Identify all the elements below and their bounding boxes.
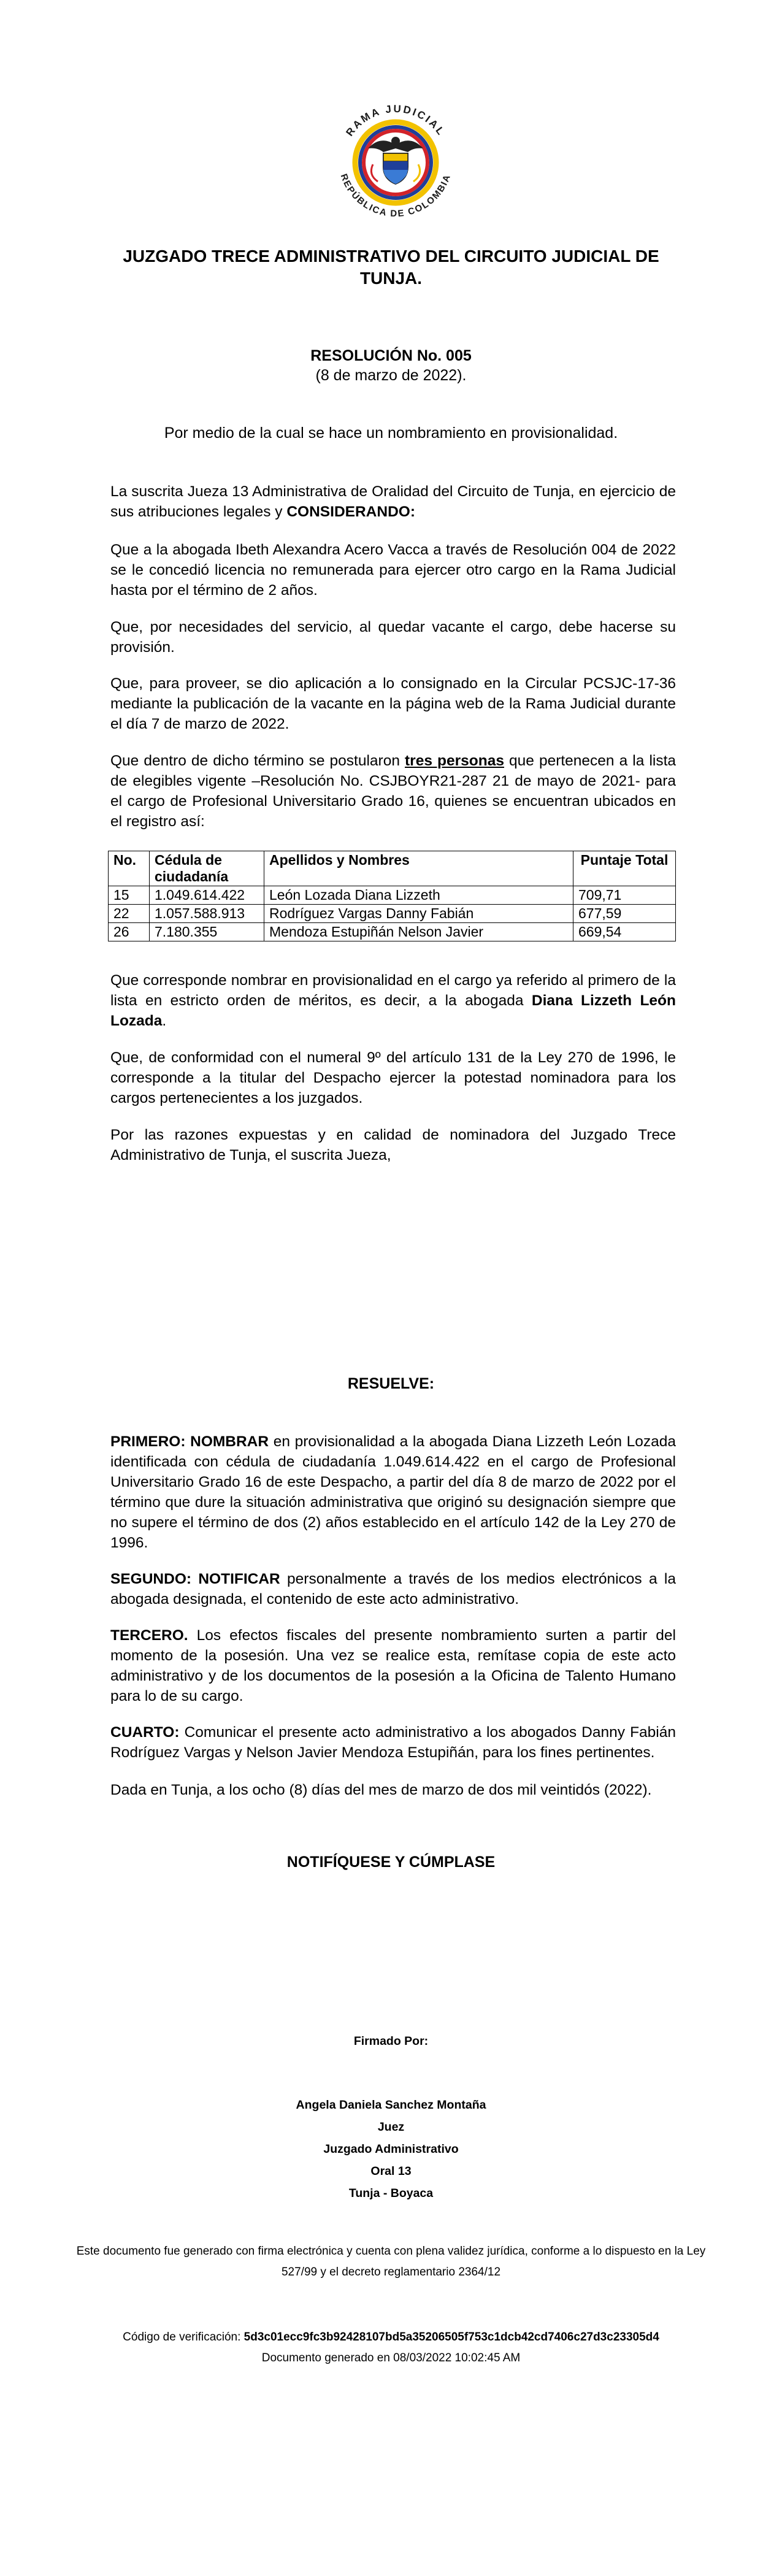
resolution-purpose: Por medio de la cual se hace un nombramiento en provisionalidad. xyxy=(164,424,618,442)
closing-formula: NOTIFÍQUESE Y CÚMPLASE xyxy=(286,1853,496,1871)
cell-names: Rodríguez Vargas Danny Fabián xyxy=(264,905,573,923)
cell-cedula: 1.049.614.422 xyxy=(150,886,264,905)
cell-number: 26 xyxy=(109,923,150,941)
verification-label: Código de verificación: xyxy=(123,2331,244,2344)
notice-line1: Este documento fue generado con firma electrónica y cuenta con plena validez jurídica, conforme a lo dispuesto en la Ley xyxy=(76,2245,706,2258)
signer-city: Tunja - Boyaca xyxy=(348,2187,434,2200)
judicial-seal-icon xyxy=(325,92,466,233)
cell-names: León Lozada Diana Lizzeth xyxy=(264,886,573,905)
cell-score: 677,59 xyxy=(573,905,676,923)
article-primero xyxy=(110,1432,676,1553)
consideration-6: Que, de conformidad con el numeral 9º del artículo 131 de la Ley 270 de 1996, le corresponde a la titular del Despacho ejercer la potestad nominadora para los cargos pertenecientes a los juzgados. xyxy=(110,1049,676,1106)
tercero-text: Los efectos fiscales del presente nombramiento surten a partir del momento de la posesión. Una vez se realice esta, remítase copia de este acto administrativo y de los documentos de la posesión a la Oficina de Talento Humano para lo de su cargo. xyxy=(110,1627,676,1704)
consideration-5-text-c: . xyxy=(162,1013,167,1029)
table-header-row xyxy=(109,851,676,886)
intro-text-a: La suscrita Jueza 13 Administrativa de Oralidad del Circuito de Tunja, xyxy=(110,483,575,500)
article-tercero xyxy=(110,1625,676,1706)
resuelve-heading: RESUELVE: xyxy=(347,1375,435,1392)
cuarto-label: CUARTO: xyxy=(110,1724,180,1741)
intro-paragraph xyxy=(110,481,676,522)
seal xyxy=(325,92,466,233)
segundo-label: SEGUNDO: NOTIFICAR xyxy=(110,1571,280,1587)
segundo-text: personalmente a través de los medios electrónicos a la abogada designada, el contenido de este acto administrativo. xyxy=(110,1571,676,1608)
consideration-3: Que, para proveer, se dio aplicación a lo consignado en la Circular PCSJC-17-36 mediante la publicación de la vacante en la página web de la Rama Judicial durante el día 7 de marzo de 2022. xyxy=(110,675,676,732)
primero-text: en provisionalidad a la abogada Diana Lizzeth León Lozada identificada con cédula de ciudadanía 1.049.614.422 en el cargo de Profesional Universitario Grado 16 de este Despacho, a partir del día 8 de marzo de 2022 por el término que dure la situación administrativa que originó su designación siempre que no supere el término de dos (2) años establecido en el artículo 142 de la Ley 270 de 1996. xyxy=(110,1433,676,1551)
cell-number: 22 xyxy=(109,905,150,923)
signer-office: Juzgado Administrativo xyxy=(323,2142,459,2156)
consideration-1: Que a la abogada Ibeth Alexandra Acero Vacca a través de Resolución 004 de 2022 se le concedió licencia no remunerada para ejercer otro cargo en la Rama Judicial hasta por el término de 2 años. xyxy=(110,542,676,599)
given-date: Dada en Tunja, a los ocho (8) días del mes de marzo de dos mil veintidós (2022). xyxy=(110,1782,652,1798)
cuarto-text: Comunicar el presente acto administrativo a los abogados Danny Fabián Rodríguez Vargas y Nelson Javier Mendoza Estupiñán, para los fines pertinentes. xyxy=(110,1724,676,1761)
verification-code-value: 5d3c01ecc9fc3b92428107bd5a35206505f753c1dcb42cd7406c27d3c23305d4 xyxy=(243,2331,659,2344)
cell-cedula: 1.057.588.913 xyxy=(150,905,264,923)
intro-text-b: en ejercicio de sus atribuciones legales y xyxy=(110,483,677,520)
generated-timestamp: Documento generado en 08/03/2022 10:02:45 AM xyxy=(261,2352,521,2364)
appointee-name: Diana Lizzeth León Lozada xyxy=(110,992,676,1029)
seal-arc-bottom: REPÚBLICA DE COLOMBIA xyxy=(338,172,453,220)
court-name-line1: JUZGADO TRECE ADMINISTRATIVO DEL CIRCUITO JUDICIAL DE xyxy=(123,247,659,266)
consideration-4-text-a: Que dentro de dicho término se postularon xyxy=(110,753,405,769)
consideration-7: Por las razones expuestas y en calidad de nominadora del Juzgado Trece Administrativo de Tunja, el suscrita Jueza, xyxy=(110,1127,676,1163)
col-header-names: Apellidos y Nombres xyxy=(264,851,573,886)
electronic-signature-notice xyxy=(0,2241,782,2283)
primero-label: PRIMERO: NOMBRAR xyxy=(110,1433,269,1450)
signer-role: Juez xyxy=(377,2120,405,2134)
table-row xyxy=(109,905,676,923)
eligibles-table xyxy=(108,851,676,941)
article-cuarto xyxy=(110,1722,676,1763)
tres-personas-emphasis: tres personas xyxy=(405,753,504,769)
cell-names: Mendoza Estupiñán Nelson Javier xyxy=(264,923,573,941)
resolution-number: RESOLUCIÓN No. 005 xyxy=(310,347,472,364)
consideration-5-text-a: Que corresponde nombrar en provisionalidad en el cargo ya referido al primero de la lista en estricto orden de méritos, es decir, a la abogada xyxy=(110,972,676,1009)
signed-by: Firmado Por: xyxy=(353,2034,429,2048)
resolution-date: (8 de marzo de 2022). xyxy=(315,367,467,384)
consideration-2: Que, por necesidades del servicio, al quedar vacante el cargo, debe hacerse su provisión. xyxy=(110,619,676,656)
consideration-4-text-c: que pertenecen a la lista de elegibles vigente –Resolución No. CSJBOYR21-287 21 de mayo de 2021- para el cargo de Profesional Universitario Grado 16, quienes se encuentran ubicados en el registro así: xyxy=(110,753,677,830)
col-header-number: No. xyxy=(109,851,150,886)
cell-score: 709,71 xyxy=(573,886,676,905)
article-segundo xyxy=(110,1569,676,1609)
notice-line2: 527/99 y el decreto reglamentario 2364/12 xyxy=(281,2266,501,2279)
consideration-4 xyxy=(110,751,676,832)
table-row xyxy=(109,923,676,941)
seal-arc-top: RAMA JUDICIAL xyxy=(343,102,448,139)
verification-code xyxy=(0,2331,782,2344)
col-header-score: Puntaje Total xyxy=(573,851,676,886)
cell-cedula: 7.180.355 xyxy=(150,923,264,941)
consideration-5 xyxy=(110,970,676,1031)
cell-score: 669,54 xyxy=(573,923,676,941)
court-name xyxy=(0,245,782,289)
court-name-line2: TUNJA. xyxy=(359,269,423,288)
tercero-label: TERCERO. xyxy=(110,1627,188,1644)
signer-oral: Oral 13 xyxy=(370,2164,412,2178)
cell-number: 15 xyxy=(109,886,150,905)
col-header-cedula: Cédula de ciudadanía xyxy=(150,851,264,886)
table-row xyxy=(109,886,676,905)
considerando-label: CONSIDERANDO: xyxy=(286,504,415,520)
signer-name: Angela Daniela Sanchez Montaña xyxy=(296,2098,486,2112)
signature-block xyxy=(0,2094,782,2204)
